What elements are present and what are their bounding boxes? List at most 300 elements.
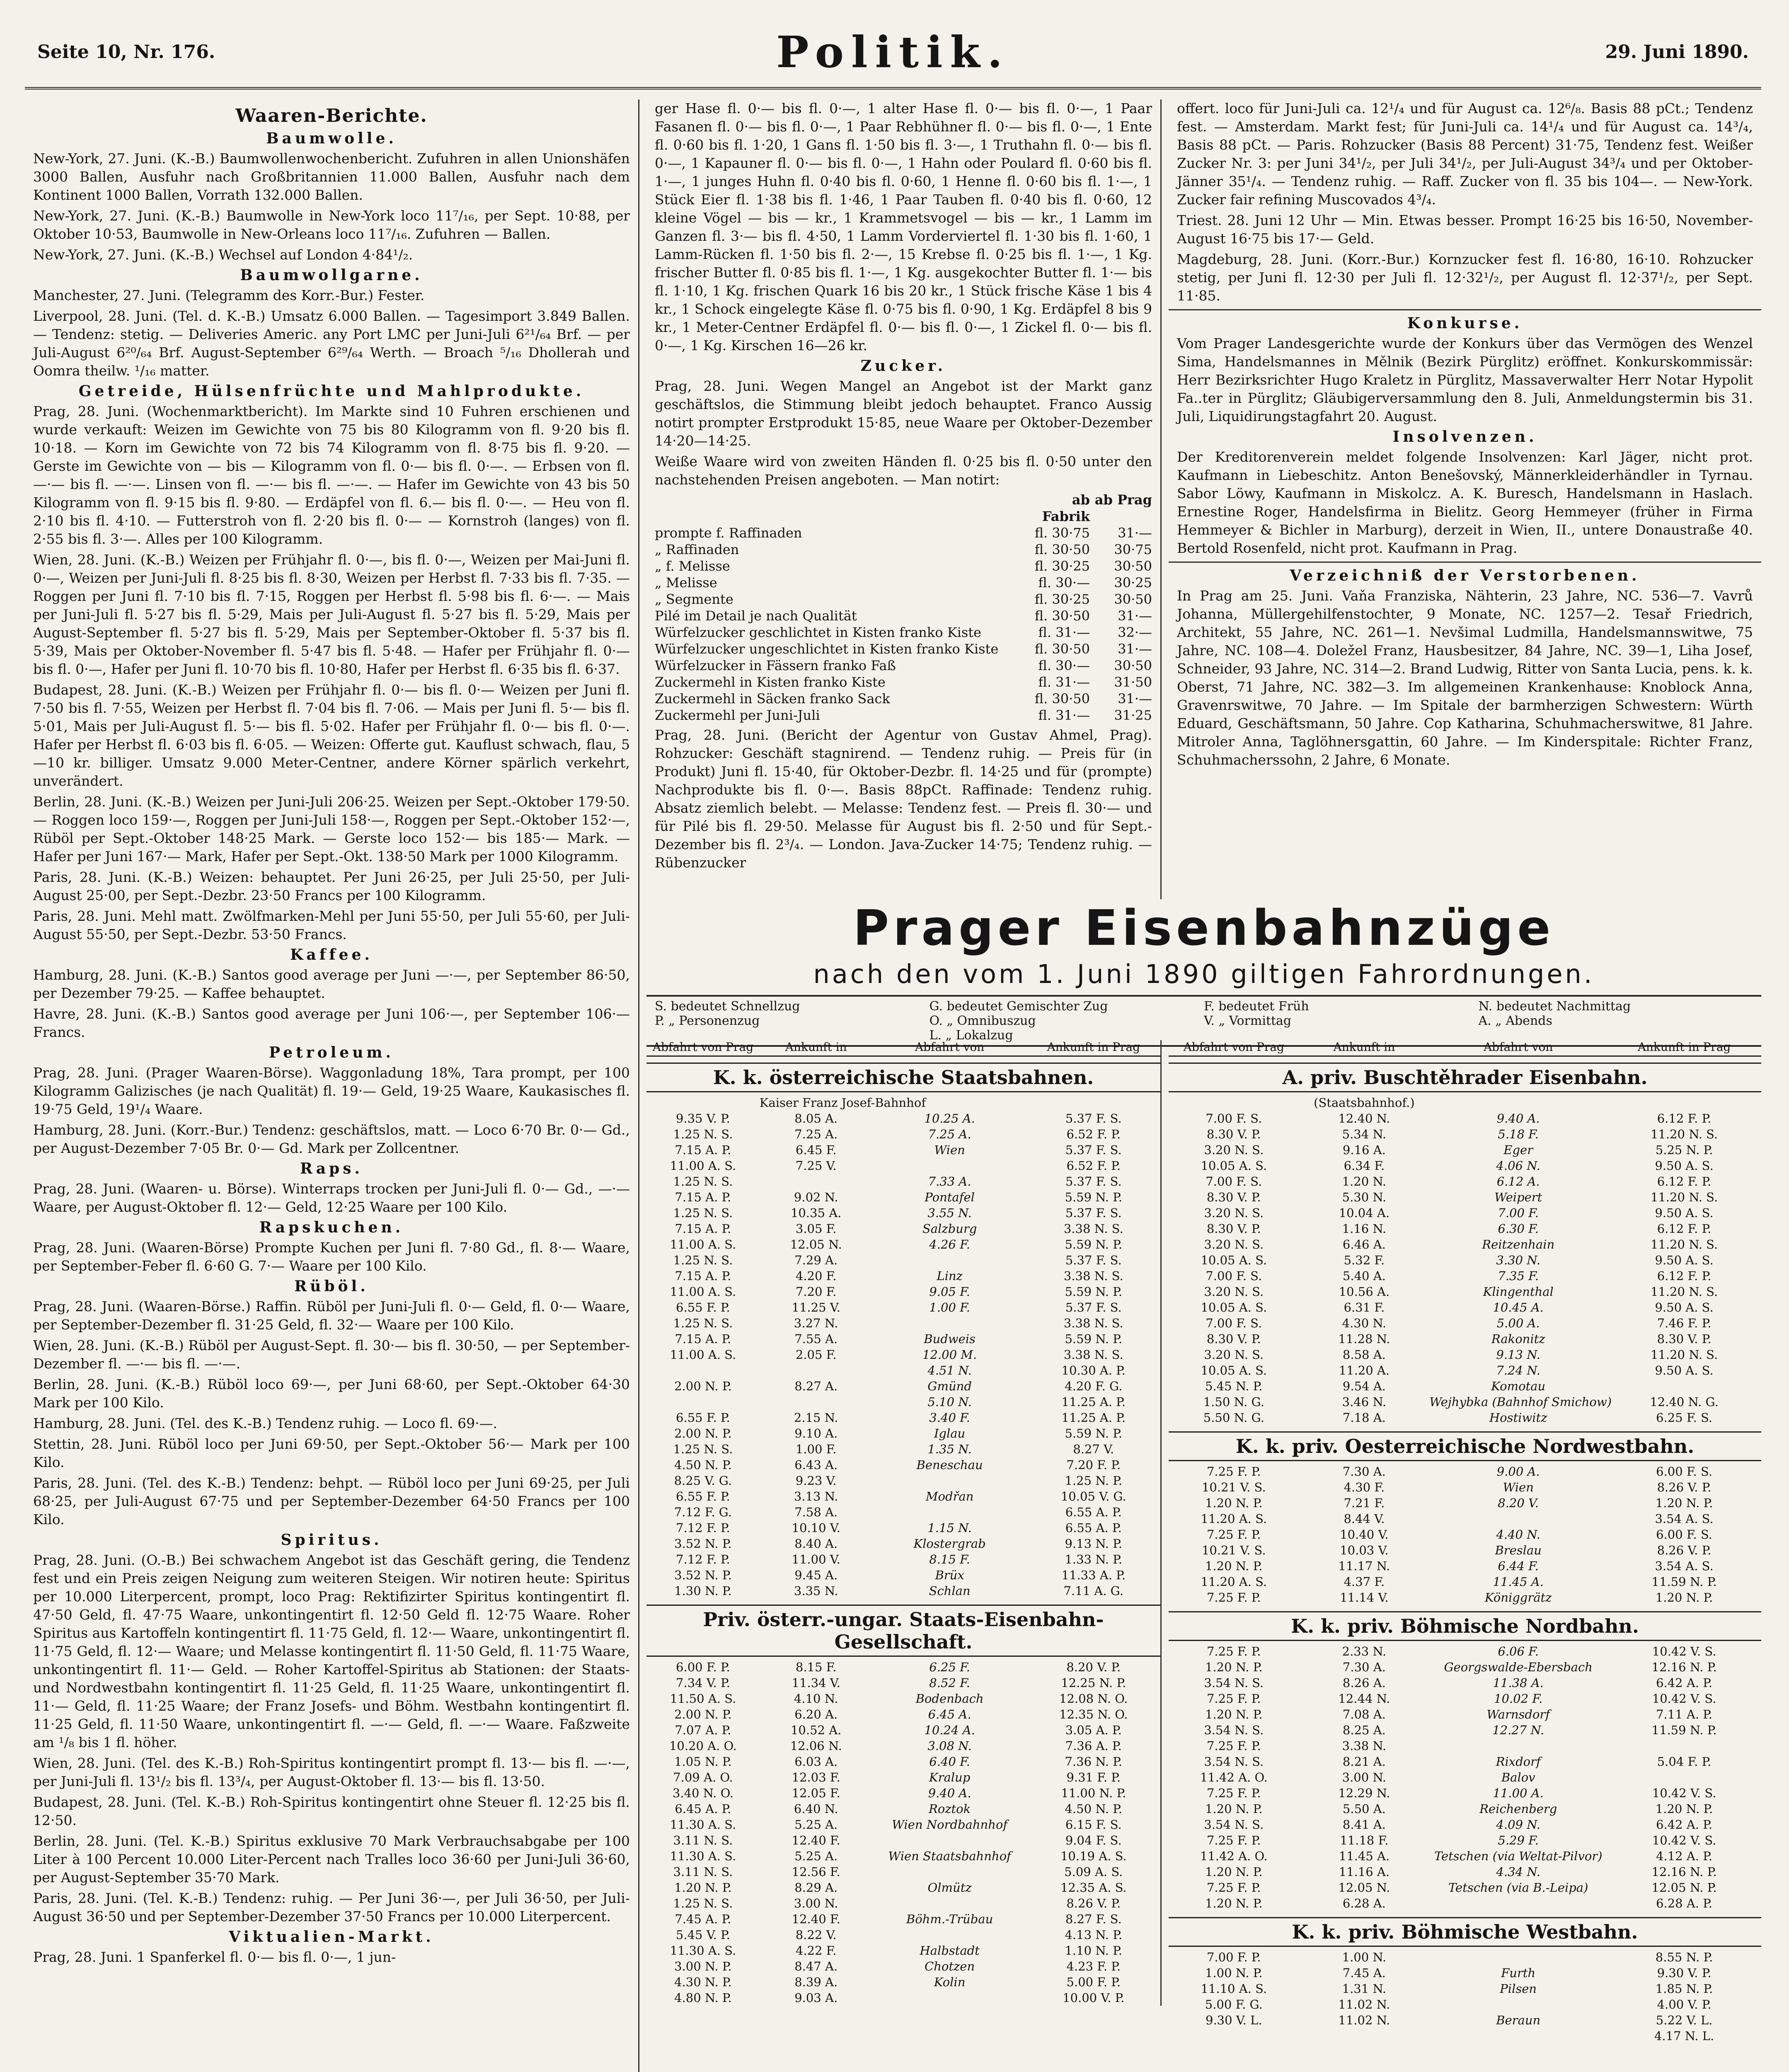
sugar-table-row bbox=[655, 608, 1152, 624]
time-cell: 6.42 A. P. bbox=[1656, 1676, 1713, 1690]
timetable-row bbox=[646, 1111, 1160, 1126]
station-cell: 11.45 A. bbox=[1493, 1575, 1544, 1589]
time-cell: 10.05 A. S. bbox=[1201, 1300, 1267, 1314]
report-paragraph: ger Hase fl. 0·— bis fl. 0·—, 1 alter Hase fl. 0·— bis fl. 0·—, 1 Paar Fasanen fl. 0·— bis fl. 0·—, 1 Paar Rebhühner fl. 0·— bis fl. 0·—, 1 Ente fl. 0·60 bis fl. 1·20, 1 Gans fl. 1·50 bis fl. 3·—, 1 Truthahn fl. 0·— bis fl. 0·—, 1 Kapauner fl. 0·— bis fl. 0·—, 1 Hahn oder Poulard fl. 0·60 bis fl. 1·—, 1 junges Huhn fl. 0·40 bis fl. 0·60, 1 Henne fl. 0·60 bis fl. 1·—, 1 Stück Eier fl. 1·38 bis fl. 1·46, 1 Paar Tauben fl. 0·40 bis fl. 0·60, 12 kleine Vögel — bis — kr., 1 Krammetsvogel — bis — kr., 1 Lamm im Ganzen fl. 3·— bis fl. 4·50, 1 Lamm Vorderviertel fl. 1·30 bis fl. 1·60, 1 Lamm-Rücken fl. 1·50 bis fl. 2·—, 15 Krebse fl. 0·25 bis fl. 1·—, 1 Kg. frischer Butter fl. 0·85 bis fl. 1·—, 1 Kg. ausgekochter Butter fl. 1·— bis fl. 1·10, 1 Kg. frischen Quark 16 bis 20 kr., 1 Stück frische Käse 1 bis 4 kr., 1 Schock eingelegte Käse fl. 0·75 bis fl. 0·90, 1 Kg. Erdäpfel 8 bis 9 kr., 1 Meter-Centner Erdäpfel fl. 0·— bis fl. 0·—, 1 Zickel fl. 0·— bis fl. 0·—, 1 Kg. Kirschen 16—26 kr. bbox=[655, 100, 1152, 353]
station-cell: Pilsen bbox=[1500, 1982, 1537, 1996]
time-cell: 8.27 A. bbox=[794, 1379, 838, 1393]
column-header-cell: Ankunft in Prag bbox=[1637, 1040, 1731, 1054]
time-cell: 7.15 A. P. bbox=[675, 1269, 731, 1283]
time-cell: 9.10 A. bbox=[794, 1426, 838, 1440]
time-cell: 12.40 F. bbox=[792, 1912, 840, 1926]
time-cell: 8.30 V. P. bbox=[1206, 1127, 1261, 1141]
station-cell: 6.44 F. bbox=[1498, 1559, 1539, 1573]
timetable-row bbox=[1169, 1832, 1761, 1848]
station-cell bbox=[873, 1990, 1027, 2006]
time-cell: 1.10 N. P. bbox=[1065, 1944, 1123, 1958]
sugar-table-header bbox=[655, 491, 1152, 525]
time-cell: 7.09 A. O. bbox=[673, 1770, 733, 1784]
time-cell: 6.00 F. S. bbox=[1656, 1464, 1713, 1479]
timetable-row bbox=[646, 1990, 1160, 2006]
timetable-subtitle: nach den vom 1. Juni 1890 giltigen Fahrordnungen. bbox=[813, 959, 1595, 989]
time-cell: 9.16 A. bbox=[1342, 1143, 1386, 1157]
time-cell: 1.25 N. P. bbox=[1065, 1474, 1123, 1488]
time-cell: 1.25 N. S. bbox=[673, 1127, 733, 1141]
time-cell: 6.42 A. P. bbox=[1656, 1818, 1713, 1832]
table-cell: 31·— bbox=[1118, 525, 1152, 541]
timetable-row bbox=[646, 1552, 1160, 1567]
time-cell: 6.40 N. bbox=[794, 1802, 838, 1816]
time-cell: 12.05 F. bbox=[792, 1786, 840, 1800]
time-cell: 6.31 F. bbox=[1344, 1300, 1385, 1314]
time-cell: 8.22 V. bbox=[795, 1928, 837, 1942]
report-paragraph: Paris, 28. Juni. (Tel. des K.-B.) Tendenz: behpt. — Rüböl loco per Juni 69·25, per Juli 68·25, per Juli-August 67·75 und per September-Dezember 64·50 Francs per 100 Kilo. bbox=[33, 1475, 630, 1527]
time-cell: 7.45 A. bbox=[1342, 1966, 1386, 1980]
time-cell: 8.15 F. bbox=[795, 1660, 837, 1674]
timetable-row bbox=[1169, 1542, 1761, 1558]
station-cell bbox=[873, 1927, 1027, 1943]
legend-item: N. bedeutet Nachmittag bbox=[1478, 999, 1631, 1014]
timetable-row bbox=[1169, 1300, 1761, 1315]
time-cell: 1.20 N. P. bbox=[1655, 1496, 1713, 1510]
timetable-row bbox=[1169, 1769, 1761, 1785]
timetable-row bbox=[1169, 1738, 1761, 1754]
station-cell: 4.51 N. bbox=[927, 1363, 972, 1377]
station-cell: 3.30 N. bbox=[1496, 1253, 1540, 1267]
timetable-row bbox=[646, 1769, 1160, 1785]
railway-line-title: A. priv. Buschtěhrader Eisenbahn. bbox=[1169, 1063, 1761, 1092]
report-paragraph: Hamburg, 28. Juni. (K.-B.) Santos good average per Juni —·—, per September 86·50, per Dezember 79·25. — Kaffee behauptet. bbox=[33, 967, 630, 1001]
station-cell: 5.10 N. bbox=[927, 1395, 972, 1409]
time-cell: 6.20 A. bbox=[794, 1707, 838, 1721]
time-cell bbox=[1169, 2028, 1299, 2044]
time-cell bbox=[1169, 1095, 1299, 1111]
subheading-spiritus: Spiritus. bbox=[281, 1531, 382, 1549]
legend-item: S. bedeutet Schnellzug bbox=[655, 999, 800, 1014]
legend-item: V. „ Vormittag bbox=[1204, 1014, 1292, 1028]
timetable-row bbox=[1169, 1981, 1761, 1997]
time-cell: 5.59 N. P. bbox=[1065, 1285, 1123, 1299]
time-cell: 7.20 F. P. bbox=[1066, 1458, 1121, 1472]
column-header-cell: Ankunft in bbox=[1333, 1040, 1395, 1054]
time-cell: 7.20 F. bbox=[795, 1285, 837, 1299]
time-cell: 4.20 F. G. bbox=[1065, 1379, 1123, 1393]
time-cell bbox=[760, 1363, 873, 1378]
time-cell: 3.11 N. S. bbox=[673, 1865, 733, 1879]
timetable-row bbox=[646, 1473, 1160, 1489]
subheading-petroleum: Petroleum. bbox=[269, 1044, 394, 1061]
station-cell: Budweis bbox=[924, 1332, 976, 1346]
timetable-row bbox=[646, 1801, 1160, 1817]
time-cell: 7.12 F. P. bbox=[676, 1521, 730, 1535]
time-cell: 10.52 A. bbox=[790, 1723, 842, 1737]
timetable-row bbox=[646, 1943, 1160, 1958]
time-cell: 5.37 F. S. bbox=[1065, 1206, 1122, 1220]
station-cell: 9.40 A. bbox=[1496, 1111, 1540, 1126]
time-cell: 3.20 N. S. bbox=[1204, 1348, 1264, 1362]
time-cell: 12.35 N. O. bbox=[1059, 1707, 1128, 1721]
time-cell: 6.55 F. P. bbox=[676, 1300, 730, 1314]
subheading-rapskuchen: Rapskuchen. bbox=[259, 1219, 404, 1236]
time-cell: 8.27 F. S. bbox=[1065, 1912, 1122, 1926]
station-cell: Salzburg bbox=[922, 1222, 977, 1236]
report-paragraph: Hamburg, 28. Juni. (Korr.-Bur.) Tendenz: geschäftslos, matt. — Loco 6·70 Br. 0·— Gd., per August-Dezember 7·05 Br. 0·— Gd. Mark per Zollcentner. bbox=[33, 1122, 630, 1156]
time-cell: 4.30 N. bbox=[1342, 1316, 1387, 1330]
column-header-cell: Abfahrt von bbox=[915, 1040, 985, 1054]
station-cell: Pontafel bbox=[925, 1190, 975, 1204]
station-cell: 6.45 A. bbox=[928, 1707, 971, 1721]
time-cell: 7.25 V. bbox=[795, 1159, 837, 1173]
station-cell bbox=[873, 1832, 1027, 1848]
table-cell: 30·25 bbox=[1114, 575, 1152, 591]
time-cell: 6.12 F. P. bbox=[1657, 1111, 1712, 1126]
subheading-raps: Raps. bbox=[300, 1160, 363, 1177]
time-cell: 8.30 V. P. bbox=[1657, 1332, 1712, 1346]
station-cell: 11.00 A. bbox=[1493, 1786, 1544, 1800]
time-cell: 11.33 A. P. bbox=[1061, 1568, 1126, 1582]
table-cell: 30·50 bbox=[1114, 658, 1152, 673]
time-cell: 7.36 N. P. bbox=[1065, 1755, 1123, 1769]
page-header bbox=[25, 25, 1761, 90]
time-cell: 6.46 A. bbox=[1342, 1237, 1386, 1251]
sugar-table-row bbox=[655, 525, 1152, 541]
timetable-row bbox=[646, 1426, 1160, 1441]
time-cell: 11.30 A. S. bbox=[670, 1849, 736, 1863]
report-paragraph: In Prag am 25. Juni. Vaňa Franziska, Nähterin, 23 Jahre, NC. 536—7. Vavrů Johanna, Müllergehilfenstochter, 9 Monate, NC. 1257—2. Tesař Friedrich, Architekt, 55 Jahre, NC. 261—1. Nevšimal Ludmilla, Handelsmannswitwe, 75 Jahre, NC. 108—4. Doležel Franz, Hausbesitzer, 84 Jahre, NC. 39—1, Liha Josef, Schneider, 93 Jahre, NC. 314—2. Brand Ludwig, Ritter von Santa Lucia, pens. k. k. Oberst, 71 Jahre, NC. 382—3. Im allgemeinen Krankenhause: Knoblock Anna, Gravenrswitwe, 70 Jahre. — Im Spitale der barmherzigen Schwestern: Würth Eduard, Geschäftsmann, 50 Jahre. Cop Katharina, Schuhmacherswitwe, 81 Jahre. Mitroler Anna, Taglöhnersgattin, 60 Jahre. — Im Kinderspitale: Richter Franz, Schuhmacherssohn, 2 Jahre, 6 Monate. bbox=[1177, 588, 1753, 768]
time-cell: 6.00 F. P. bbox=[676, 1660, 730, 1674]
timetable-row bbox=[1169, 1268, 1761, 1284]
station-cell: Reichenberg bbox=[1479, 1802, 1557, 1816]
report-paragraph: Magdeburg, 28. Juni. (Korr.-Bur.) Kornzucker fest fl. 16·80, 16·10. Rohzucker stetig, per Juni fl. 12·30 per Juli fl. 12·32¹/₂, per August fl. 12·37¹/₂, per Sept. 11·85. bbox=[1177, 251, 1753, 304]
time-cell: 8.44 V. bbox=[1344, 1512, 1385, 1526]
time-cell: 11.02 N. bbox=[1338, 2013, 1390, 2027]
timetable-row bbox=[646, 1738, 1160, 1754]
time-cell: 6.28 A. bbox=[1342, 1896, 1386, 1910]
timetable-row bbox=[646, 1536, 1160, 1552]
timetable-row bbox=[646, 1315, 1160, 1331]
time-cell: 10.21 V. S. bbox=[1201, 1543, 1266, 1557]
station-cell: 11.38 A. bbox=[1493, 1676, 1544, 1690]
railway-line-title: K. k. priv. Böhmische Westbahn. bbox=[1169, 1917, 1761, 1947]
time-cell: 6.03 A. bbox=[794, 1755, 838, 1769]
station-cell: Wien Staatsbahnhof bbox=[888, 1849, 1011, 1863]
station-cell: Böhm.-Trübau bbox=[906, 1912, 993, 1926]
station-cell: Modřan bbox=[925, 1489, 974, 1503]
timetable-row bbox=[646, 1974, 1160, 1990]
timetable-row bbox=[1169, 1174, 1761, 1189]
report-paragraph: Wien, 28. Juni. (K.-B.) Weizen per Frühjahr fl. 0·—, bis fl. 0·—, Weizen per Mai-Juni fl. 0·—, Weizen per Juni-Juli fl. 8·25 bis fl. 8·30, Weizen per Herbst fl. 7·33 bis fl. 7·35. — Roggen per Juni fl. 7·10 bis fl. 7·15, Roggen per Herbst fl. 5·98 bis fl. 6·—. — Mais per Juni-Juli fl. 5·27 bis fl. 5·29, Mais per Juli-August fl. 5·27 bis fl. 5·29, Mais per August-September fl. 5·27 bis fl. 5·29, Mais per September-Oktober fl. 5·37 bis fl. 5·39, Mais per Oktober-November fl. 5·47 bis fl. 5·48. — Hafer per Frühjahr fl. 0·— bis fl. 0·—, Hafer per Juni fl. 10·70 bis fl. 10·80, Hafer per Herbst fl. 6·35 bis fl. 6·37. bbox=[33, 552, 630, 677]
report-paragraph: Der Kreditorenverein meldet folgende Insolvenzen: Karl Jäger, nicht prot. Kaufmann in Liebeschitz. Anton Benešovský, Männerkleiderhändler in Tyrnau. Sabor Löwy, Kaufmann in Miskolcz. A. K. Buresch, Handelsmann in Haslach. Ernestine Roger, Handelsfirma in Bielitz. Georg Hemmeyer (früher in Firma Hemmeyer & Bichler in Marburg), derzeit in Wien, II., untere Donaustraße 40. Bertold Rosenfeld, nicht prot. Kaufmann in Prag. bbox=[1177, 449, 1753, 556]
time-cell: 3.05 F. bbox=[795, 1222, 837, 1236]
legend-item: G. bedeutet Gemischter Zug bbox=[929, 999, 1108, 1014]
station-cell: Königgrätz bbox=[1484, 1590, 1552, 1605]
timetable-row bbox=[1169, 1785, 1761, 1801]
timetable-row bbox=[646, 1754, 1160, 1769]
time-cell: 12.56 F. bbox=[792, 1865, 840, 1879]
station-cell: 4.34 N. bbox=[1496, 1865, 1540, 1879]
time-cell: 8.26 A. bbox=[1342, 1676, 1386, 1690]
station-cell: Chotzen bbox=[925, 1959, 975, 1973]
divider bbox=[1169, 309, 1761, 310]
report-paragraph: Prag, 28. Juni. (Bericht der Agentur von Gustav Ahmel, Prag). Rohzucker: Geschäft stagnirend. — Tendenz ruhig. — Preis für (in Produkt) Juni fl. 15·40, für Oktober-Dezbr. fl. 14·25 und für (prompte) Nachprodukte bis fl. 0·—. Basis 88pCt. Raffinade: Tendenz ruhig. Absatz ziemlich belebt. — Melasse: Tendenz fest. — Preis fl. 30·— und für Pilé bis fl. 29·50. Melasse für August bis fl. 2·50 und für Sept.-Dezember bis fl. 2³/₄. — London. Java-Zucker 14·75; Tendenz ruhig. — Rübenzucker bbox=[655, 727, 1152, 871]
station-cell: Beneschau bbox=[916, 1458, 983, 1472]
time-cell: 7.11 A. G. bbox=[1063, 1584, 1124, 1598]
time-cell bbox=[760, 1174, 873, 1189]
timetable-row bbox=[646, 1911, 1160, 1927]
time-cell: 11.20 N. S. bbox=[1650, 1127, 1718, 1141]
time-cell: (Staatsbahnhof.) bbox=[1314, 1096, 1415, 1110]
time-cell: 6.45 F. bbox=[795, 1143, 837, 1157]
time-cell: 1.25 N. S. bbox=[673, 1206, 733, 1220]
time-cell: 5.37 F. S. bbox=[1065, 1174, 1122, 1188]
time-cell: 3.54 N. S. bbox=[1204, 1818, 1264, 1832]
timetable-row bbox=[646, 1583, 1160, 1599]
time-cell: 1.20 N. P. bbox=[1205, 1660, 1263, 1674]
time-cell: 7.25 F. P. bbox=[1206, 1527, 1261, 1542]
time-cell: 4.50 N. P. bbox=[674, 1458, 732, 1472]
time-cell: 2.00 N. P. bbox=[674, 1426, 732, 1440]
report-paragraph: Weiße Waare wird von zweiten Händen fl. 0·25 bis fl. 0·50 unter den nachstehenden Preisen angeboten. — Man notirt: bbox=[655, 453, 1152, 488]
timetable-row bbox=[1169, 1095, 1761, 1111]
table-cell: fl. 30·50 bbox=[1034, 542, 1090, 557]
table-cell: fl. 30·— bbox=[1038, 658, 1090, 673]
time-cell: 6.34 F. bbox=[1344, 1159, 1385, 1173]
timetable-row bbox=[1169, 1142, 1761, 1158]
timetable-row bbox=[646, 1363, 1160, 1378]
time-cell: 11.00 V. bbox=[792, 1552, 840, 1566]
timetable-row bbox=[646, 1880, 1160, 1895]
railway-line-title: K. k. priv. Oesterreichische Nordwestbahn. bbox=[1169, 1431, 1761, 1461]
station-cell: 1.35 N. bbox=[927, 1442, 972, 1456]
time-cell: 7.45 A. P. bbox=[675, 1912, 731, 1926]
column-notices bbox=[1169, 99, 1761, 899]
table-cell: 31·— bbox=[1118, 608, 1152, 624]
timetable-row bbox=[646, 1489, 1160, 1504]
station-cell: 1.00 F. bbox=[929, 1300, 970, 1314]
time-cell bbox=[1607, 1378, 1761, 1394]
time-cell: 12.08 N. O. bbox=[1059, 1692, 1128, 1706]
time-cell: 2.15 N. bbox=[794, 1411, 838, 1425]
time-cell: 4.20 F. bbox=[795, 1269, 837, 1283]
time-cell: 1.20 N. P. bbox=[1655, 1590, 1713, 1605]
time-cell: 5.00 F. P. bbox=[1066, 1975, 1121, 1989]
newspaper-page bbox=[25, 25, 1761, 2072]
table-cell: fl. 30·25 bbox=[1034, 558, 1090, 574]
report-paragraph: Berlin, 28. Juni. (K.-B.) Weizen per Juni-Juli 206·25. Weizen per Sept.-Oktober 179·50. — Roggen loco 159·—, Roggen per Juni-Juli 158·—, Roggen per Sept.-Oktober 152·—, Rüböl per Sept.-Oktober 148·25 Mark. — Gerste loco 152·— bis 185·— Mark. — Hafer per Juni 167·— Mark, Hafer per Sept.-Okt. 138·50 Mark per 1000 Kilogramm. bbox=[33, 794, 630, 864]
sugar-table-row bbox=[655, 690, 1152, 707]
time-cell: 7.46 F. P. bbox=[1657, 1316, 1712, 1330]
report-paragraph: New-York, 27. Juni. (K.-B.) Baumwollenwochenbericht. Zufuhren in allen Unionshäfen 3000 Ballen, Ausfuhr nach Großbritannien 11.000 Ballen, Ausfuhr nach dem Kontinent 1000 Ballen, Vorrath 132.000 Ballen. bbox=[33, 150, 630, 203]
station-cell: Brüx bbox=[935, 1568, 964, 1582]
time-cell: 10.42 V. S. bbox=[1652, 1786, 1716, 1800]
time-cell: 8.58 A. bbox=[1342, 1348, 1386, 1362]
time-cell: 3.54 N. S. bbox=[1204, 1723, 1264, 1737]
sugar-table-row bbox=[655, 574, 1152, 591]
time-cell: 6.55 F. P. bbox=[676, 1411, 730, 1425]
timetable-legend bbox=[646, 995, 1761, 1047]
time-cell: 9.03 A. bbox=[794, 1991, 838, 2005]
station-cell: Hostiwitz bbox=[1489, 1411, 1547, 1425]
station-cell: 6.40 F. bbox=[929, 1755, 970, 1769]
timetable-row bbox=[646, 1126, 1160, 1142]
time-cell: 8.25 V. G. bbox=[674, 1474, 732, 1488]
time-cell: 4.23 F. P. bbox=[1066, 1959, 1121, 1973]
timetable-row bbox=[646, 1785, 1160, 1801]
station-cell: Kolin bbox=[934, 1975, 966, 1989]
time-cell: 7.00 F. P. bbox=[1206, 1950, 1261, 1964]
timetable-row bbox=[1169, 1111, 1761, 1126]
table-header-cell bbox=[655, 491, 1028, 525]
time-cell: 6.28 A. P. bbox=[1656, 1896, 1713, 1910]
time-cell: 7.30 A. bbox=[1342, 1464, 1386, 1479]
timetable-row bbox=[1169, 1590, 1761, 1605]
time-cell: 1.25 N. S. bbox=[673, 1253, 733, 1267]
timetable-column-header bbox=[1169, 1040, 1761, 1057]
report-paragraph: Paris, 28. Juni. (Tel. K.-B.) Tendenz: ruhig. — Per Juni 36·—, per Juli 36·50, per Juli-August 36·50 und per September-Dezember 37·50 Francs per 10.000 Literpercent. bbox=[33, 1890, 630, 1924]
table-cell: „ Melisse bbox=[655, 575, 717, 591]
timetable-row bbox=[1169, 1479, 1761, 1495]
time-cell: 11.18 F. bbox=[1340, 1833, 1389, 1847]
timetable-row bbox=[1169, 1495, 1761, 1511]
station-cell: 5.18 F. bbox=[1498, 1127, 1539, 1141]
time-cell: 4.12 A. P. bbox=[1656, 1849, 1713, 1863]
timetable-row bbox=[1169, 1378, 1761, 1394]
time-cell: 4.80 N. P. bbox=[674, 1991, 732, 2005]
time-cell: 9.30 V. L. bbox=[1206, 2013, 1262, 2027]
table-cell: 31·25 bbox=[1114, 707, 1152, 723]
timetable-row bbox=[1169, 1347, 1761, 1363]
time-cell: 7.34 V. P. bbox=[675, 1676, 730, 1690]
time-cell: 7.25 F. P. bbox=[1206, 1644, 1261, 1658]
time-cell: 3.54 N. S. bbox=[1204, 1755, 1264, 1769]
time-cell: 5.50 A. bbox=[1342, 1802, 1386, 1816]
timetable-row bbox=[1169, 1997, 1761, 2012]
report-paragraph: Hamburg, 28. Juni. (Tel. des K.-B.) Tendenz ruhig. — Loco fl. 69·—. bbox=[33, 1415, 498, 1431]
time-cell: 12.29 N. bbox=[1338, 1786, 1390, 1800]
time-cell: 12.05 N. P. bbox=[1651, 1881, 1717, 1895]
time-cell: 11.30 A. S. bbox=[670, 1944, 736, 1958]
time-cell: 8.26 V. P. bbox=[1657, 1480, 1712, 1494]
station-cell: Kralup bbox=[929, 1770, 971, 1784]
time-cell: 6.12 F. P. bbox=[1657, 1174, 1712, 1188]
timetable-row bbox=[646, 1158, 1160, 1174]
table-cell: 30·50 bbox=[1114, 558, 1152, 574]
subheading-insolvenzen: Insolvenzen. bbox=[1392, 428, 1537, 445]
report-paragraph: Budapest, 28. Juni. (K.-B.) Weizen per Frühjahr fl. 0·— bis fl. 0·— Weizen per Juni fl. 7·50 bis fl. 7·55, Weizen per Herbst fl. 7·04 bis fl. 7·06. — Mais per Juni fl. 5·— bis fl. 5·01, Mais per Juli-August fl. 5·— bis fl. 5·02. Hafer per Frühjahr fl. 0·— bis fl. 0·—. Hafer per Herbst fl. 6·03 bis fl. 6·05. — Weizen: Offerte gut. Kauflust schwach, flau, 5—10 kr. billiger. Umsatz 9.000 Meter-Centner, andere Körner spärlich verkehrt, unverändert. bbox=[33, 682, 630, 789]
time-cell: 12.44 N. bbox=[1338, 1692, 1390, 1706]
subheading-verstorbene: Verzeichniß der Verstorbenen. bbox=[1290, 567, 1640, 584]
table-cell: fl. 31·— bbox=[1038, 707, 1090, 723]
station-cell: 10.24 A. bbox=[924, 1723, 975, 1737]
timetable-row bbox=[646, 1394, 1160, 1410]
sugar-table-row bbox=[655, 624, 1152, 641]
report-paragraph: Prag, 28. Juni. 1 Spanferkel fl. 0·— bis fl. 0·—, 1 jun- bbox=[33, 1949, 396, 1965]
report-paragraph: offert. loco für Juni-Juli ca. 12¹/₄ und für August ca. 12⁶/₈. Basis 88 pCt.; Tendenz fest. — Amsterdam. Markt fest; für Juni-Juli ca. 14¹/₄ und für August ca. 14³/₄, Basis 88 pCt. — Paris. Rohzucker (Basis 88 Percent) 31·75, Tendenz fest. Weißer Zucker Nr. 3: per Juni 34¹/₂, per Juli 34¹/₂, per Juli-August 34³/₄ und per Oktober-Jänner 35¹/₄. — Tendenz ruhig. — Raff. Zucker von fl. 35 bis 104—. — New-York. Zucker fair refining Muscovados 4³/₄. bbox=[1177, 100, 1753, 208]
time-cell: 3.40 N. O. bbox=[672, 1786, 734, 1800]
time-cell: 6.55 A. P. bbox=[1065, 1521, 1122, 1535]
time-cell: 10.35 A. bbox=[790, 1206, 842, 1220]
table-cell: prompte f. Raffinaden bbox=[655, 525, 802, 541]
time-cell: 1.20 N. bbox=[1342, 1174, 1387, 1188]
station-cell: Wien bbox=[934, 1143, 965, 1157]
timetable-row bbox=[1169, 1126, 1761, 1142]
report-paragraph: Stettin, 28. Juni. Rüböl loco per Juni 69·50, per Sept.-Oktober 56·— Mark per 100 Kilo. bbox=[33, 1436, 630, 1470]
section-title: Politik. bbox=[776, 27, 1010, 77]
time-cell: 2.00 N. P. bbox=[674, 1707, 732, 1721]
time-cell: 10.21 V. S. bbox=[1201, 1480, 1266, 1494]
table-cell: 30·50 bbox=[1114, 591, 1152, 607]
time-cell: 5.45 N. P. bbox=[1205, 1379, 1263, 1393]
time-cell: 4.10 N. bbox=[794, 1692, 838, 1706]
time-cell: 10.30 A. P. bbox=[1061, 1363, 1126, 1377]
time-cell: 3.00 N. P. bbox=[674, 1959, 732, 1973]
time-cell: 1.31 N. bbox=[1342, 1982, 1387, 1996]
timetable-row bbox=[646, 1817, 1160, 1832]
timetable-right-column bbox=[1169, 1040, 1761, 2044]
time-cell: 11.20 A. S. bbox=[1201, 1512, 1267, 1526]
timetable-row bbox=[1169, 1464, 1761, 1479]
time-cell: 3.54 A. S. bbox=[1655, 1559, 1714, 1573]
report-paragraph: Prag, 28. Juni. (Waaren-Börse.) Raffin. Rüböl per Juni-Juli fl. 0·— Geld, fl. 0·— Waare, per September-Dezember fl. 31·25 Geld, fl. 32·— Waare per 100 Kilo. bbox=[33, 1298, 630, 1333]
report-paragraph: Budapest, 28. Juni. (Tel. K.-B.) Roh-Spiritus kontingentirt ohne Steuer fl. 12·25 bis fl. 12·50. bbox=[33, 1794, 630, 1828]
timetable-column-header bbox=[646, 1040, 1160, 1057]
time-cell: 5.09 A. S. bbox=[1064, 1865, 1123, 1879]
station-cell: 3.40 F. bbox=[929, 1411, 970, 1425]
timetable-row bbox=[646, 1706, 1160, 1722]
time-cell: 5.25 A. bbox=[794, 1849, 838, 1863]
time-cell: 3.38 N. bbox=[1342, 1739, 1387, 1753]
time-cell: 6.00 F. S. bbox=[1656, 1527, 1713, 1542]
station-cell bbox=[1429, 1997, 1607, 2012]
time-cell: 10.05 A. S. bbox=[1201, 1253, 1267, 1267]
table-cell: fl. 30·50 bbox=[1034, 641, 1090, 657]
timetable-row bbox=[646, 1174, 1160, 1189]
time-cell: 11.42 A. O. bbox=[1200, 1770, 1268, 1784]
time-cell: 11.20 N. S. bbox=[1650, 1190, 1718, 1204]
column-header-cell: Abfahrt von Prag bbox=[652, 1040, 754, 1054]
time-cell: 5.40 A. bbox=[1342, 1269, 1386, 1283]
time-cell: 7.00 F. S. bbox=[1206, 1316, 1262, 1330]
time-cell: 11.59 N. P. bbox=[1651, 1723, 1717, 1737]
time-cell: 10.42 V. S. bbox=[1652, 1692, 1716, 1706]
timetable-row bbox=[646, 1441, 1160, 1457]
time-cell: 11.25 A. P. bbox=[1061, 1411, 1126, 1425]
time-cell: 9.04 F. S. bbox=[1065, 1833, 1122, 1847]
table-cell: 31·— bbox=[1118, 691, 1152, 707]
station-cell bbox=[1429, 2028, 1607, 2044]
subheading-rueboel: Rüböl. bbox=[294, 1278, 369, 1295]
time-cell: 1.50 N. G. bbox=[1203, 1395, 1264, 1409]
report-paragraph: New-York, 27. Juni. (K.-B.) Wechsel auf London 4·84¹/₂. bbox=[33, 247, 413, 263]
column-header-cell: Ankunft in Prag bbox=[1047, 1040, 1140, 1054]
time-cell: 1.20 N. P. bbox=[1205, 1865, 1263, 1879]
station-cell bbox=[873, 1095, 1027, 1111]
timetable-row bbox=[646, 1722, 1160, 1738]
station-cell bbox=[873, 1895, 1027, 1911]
station-cell: Warnsdorf bbox=[1486, 1707, 1550, 1721]
time-cell: 1.20 N. P. bbox=[1655, 1802, 1713, 1816]
time-cell: 3.11 N. S. bbox=[673, 1833, 733, 1847]
station-cell: Tetschen (via B.-Leipa) bbox=[1448, 1881, 1588, 1895]
time-cell: 11.20 N. S. bbox=[1650, 1348, 1718, 1362]
station-cell: 3.55 N. bbox=[927, 1206, 972, 1220]
station-cell: 7.35 F. bbox=[1498, 1269, 1539, 1283]
station-cell: Iglau bbox=[934, 1426, 966, 1440]
station-cell: Weipert bbox=[1494, 1190, 1542, 1204]
station-cell: 8.52 F. bbox=[929, 1676, 970, 1690]
table-cell: 32·— bbox=[1118, 625, 1152, 640]
page-number: Seite 10, Nr. 176. bbox=[37, 41, 215, 63]
time-cell: 10.19 A. S. bbox=[1060, 1849, 1127, 1863]
